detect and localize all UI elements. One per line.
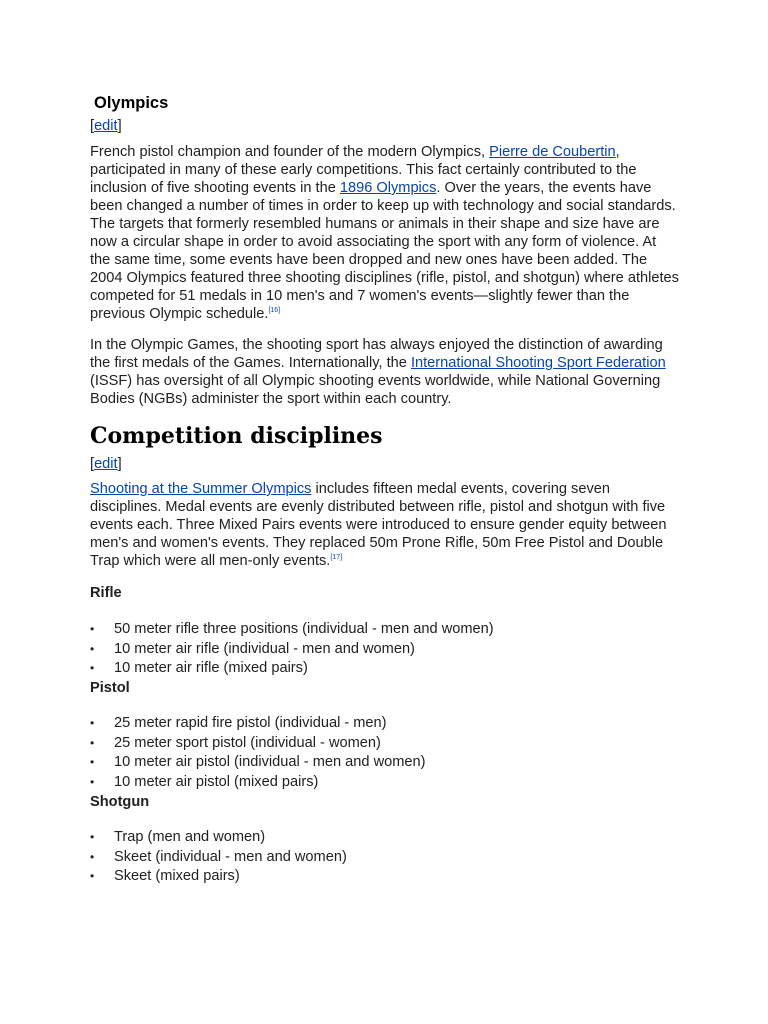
list-item: • 50 meter rifle three positions (individual - men and women) <box>90 620 690 640</box>
bullet-icon: • <box>90 869 95 883</box>
link-shooting-summer-olympics[interactable]: Shooting at the Summer Olympics <box>90 481 312 497</box>
bullet-icon: • <box>90 830 95 844</box>
link-1896-olympics[interactable]: 1896 Olympics <box>339 180 437 196</box>
subheading-rifle: Rifle <box>90 585 122 601</box>
list-item: • Skeet (individual - men and women) <box>90 848 690 868</box>
reference-17[interactable]: [17] <box>330 554 343 562</box>
list-pistol-events <box>90 714 690 792</box>
bullet-icon: • <box>90 641 95 656</box>
bullet-icon: • <box>90 661 95 675</box>
list-item: • Skeet (mixed pairs) <box>90 867 690 887</box>
list-item: • 10 meter air rifle (mixed pairs) <box>90 659 690 679</box>
list-item: • Trap (men and women) <box>90 828 690 848</box>
bullet-icon: • <box>90 622 95 636</box>
list-item: • 10 meter air pistol (individual - men and women) <box>90 753 690 773</box>
bullet-icon: • <box>90 755 95 769</box>
section-heading-olympics: Olympics <box>94 94 169 112</box>
bullet-icon: • <box>90 774 95 789</box>
list-rifle-events <box>90 620 690 679</box>
list-item: • 25 meter sport pistol (individual - women) <box>90 734 690 754</box>
subheading-pistol: Pistol <box>90 680 130 696</box>
bullet-icon: • <box>90 716 95 730</box>
list-item: • 25 meter rapid fire pistol (individual - men) <box>90 714 690 734</box>
list-shotgun-events <box>90 828 690 887</box>
paragraph-olympics-history: French pistol champion and founder of the modern Olympics, Pierre de Coubertin, participated in many of these early competitions. This fact certainly contributed to the inclusion of five shooting events in the 1896 Olympics. Over the years, the events have been changed a number of times in order to keep up with technology and social standards. The targets that formerly resembled humans or animals in their shape and size have are now a circular shape in order to avoid associating the sport with any form of violence. At the same time, some events have been dropped and new ones have been added. The 2004 Olympics featured three shooting disciplines (rifle, pistol, and shotgun) where athletes competed for 51 medals in 10 men's and 7 women's events—slightly fewer than the previous Olympic schedule.[16] <box>90 144 679 322</box>
edit-link[interactable]: edit <box>94 118 118 134</box>
bullet-icon: • <box>90 735 95 750</box>
bullet-icon: • <box>90 849 95 864</box>
subheading-shotgun: Shotgun <box>90 794 150 810</box>
list-item: • 10 meter air pistol (mixed pairs) <box>90 773 690 793</box>
paragraph-olympic-games: In the Olympic Games, the shooting sport has always enjoyed the distinction of awarding the first medals of the Games. Internationally, the International Shooting Sport Federation (ISSF) has oversight of all Olympic shooting events worldwide, while National Governing Bodies (NGBs) administer the sport within each country. <box>90 337 666 407</box>
section-heading-competition-disciplines: Competition disciplines <box>90 423 383 449</box>
edit-section-olympics: [edit] <box>90 118 122 134</box>
paragraph-competition-disciplines: Shooting at the Summer Olympics includes fifteen medal events, covering seven disciplines. Medal events are evenly distributed between rifle, pistol and shotgun with five events each. Three Mixed Pairs events were introduced to ensure gender equity between men's and women's events. They replaced 50m Prone Rifle, 50m Free Pistol and Double Trap which were all men-only events.[17] <box>90 481 667 569</box>
reference-16[interactable]: [16] <box>268 307 281 315</box>
edit-link[interactable]: edit <box>94 456 118 472</box>
link-issf[interactable]: International Shooting Sport Federation <box>410 355 666 371</box>
link-pierre-de-coubertin[interactable]: Pierre de Coubertin <box>489 144 616 160</box>
edit-section-competition: [edit] <box>90 456 122 472</box>
list-item: • 10 meter air rifle (individual - men and women) <box>90 640 690 660</box>
